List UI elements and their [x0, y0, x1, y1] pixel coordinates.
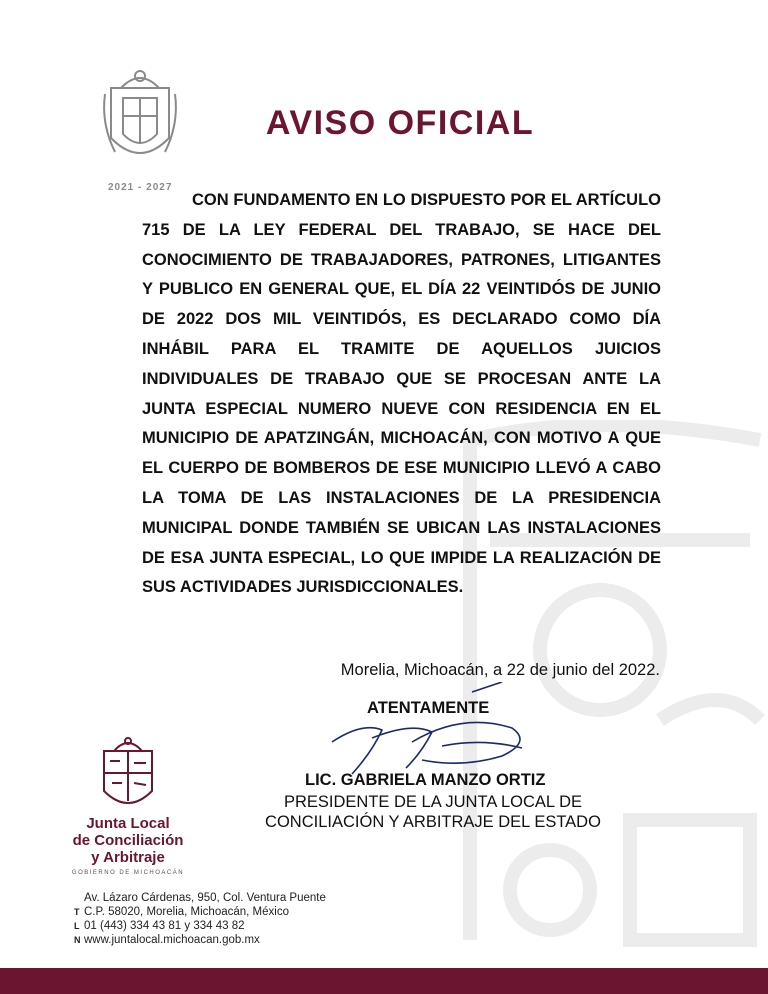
place-date: Morelia, Michoacán, a 22 de junio del 2022. — [340, 661, 660, 679]
organization-line: de Conciliación — [72, 832, 184, 849]
contact-mark: N — [74, 935, 81, 945]
notice-body: CON FUNDAMENTO EN LO DISPUESTO POR EL ARTÍCULO 715 DE LA LEY FEDERAL DEL TRABAJO, SE HACE DEL CONOCIMIENTO DE TRABAJADORES, PATRONES, LITIGANTES Y PUBLICO EN GENERAL QUE, EL DÍA 22 VEINTIDÓS DE JUNIO DE 2022 DOS MIL VEINTIDÓS, ES DECLARADO COMO DÍA INHÁBIL PARA EL TRAMITE DE AQUELLOS JUICIOS INDIVIDUALES DE TRABAJO QUE SE PROCESAN ANTE LA JUNTA ESPECIAL NUMERO NUEVE CON RESIDENCIA EN EL MUNICIPIO DE APATZINGÁN, MICHOACÁN, CON MOTIVO A QUE EL CUERPO DE BOMBEROS DE ESE MUNICIPIO LLEVÓ A CABO LA TOMA DE LAS INSTALACIONES DE LA PRESIDENCIA MUNICIPAL DONDE TAMBIÉN SE UBICAN LAS INSTALACIONES DE ESA JUNTA ESPECIAL, LO QUE IMPIDE LA REALIZACIÓN DE SUS ACTIVIDADES JURISDICCIONALES. — [142, 191, 661, 597]
contact-mark: L — [74, 921, 80, 931]
contact-website: www.juntalocal.michoacan.gob.mx — [84, 934, 260, 946]
signer-role-line: CONCILIACIÓN Y ARBITRAJE DEL ESTADO — [265, 813, 601, 831]
contact-mark: T — [74, 907, 80, 917]
signer-role — [253, 792, 613, 832]
signer-role-line: PRESIDENTE DE LA JUNTA LOCAL DE — [284, 793, 582, 811]
signature-icon — [322, 682, 532, 782]
contact-phone: 01 (443) 334 43 81 y 334 43 82 — [84, 920, 245, 932]
footer-bar — [0, 968, 768, 994]
state-seal-icon — [100, 735, 156, 813]
contact-address: Av. Lázaro Cárdenas, 950, Col. Ventura Puente — [84, 892, 326, 904]
organization-line: y Arbitraje — [91, 849, 165, 866]
seal-years: 2021 - 2027 — [108, 182, 173, 193]
organization-name — [70, 815, 186, 866]
organization-line: Junta Local — [86, 815, 170, 832]
signer-name: LIC. GABRIELA MANZO ORTIZ — [305, 771, 546, 789]
page-title: AVISO OFICIAL — [265, 104, 535, 142]
salutation: ATENTAMENTE — [367, 699, 490, 717]
government-label: GOBIERNO DE MICHOACÁN — [71, 870, 185, 876]
contact-block — [74, 891, 326, 947]
contact-postal: C.P. 58020, Morelia, Michoacán, México — [84, 906, 289, 918]
